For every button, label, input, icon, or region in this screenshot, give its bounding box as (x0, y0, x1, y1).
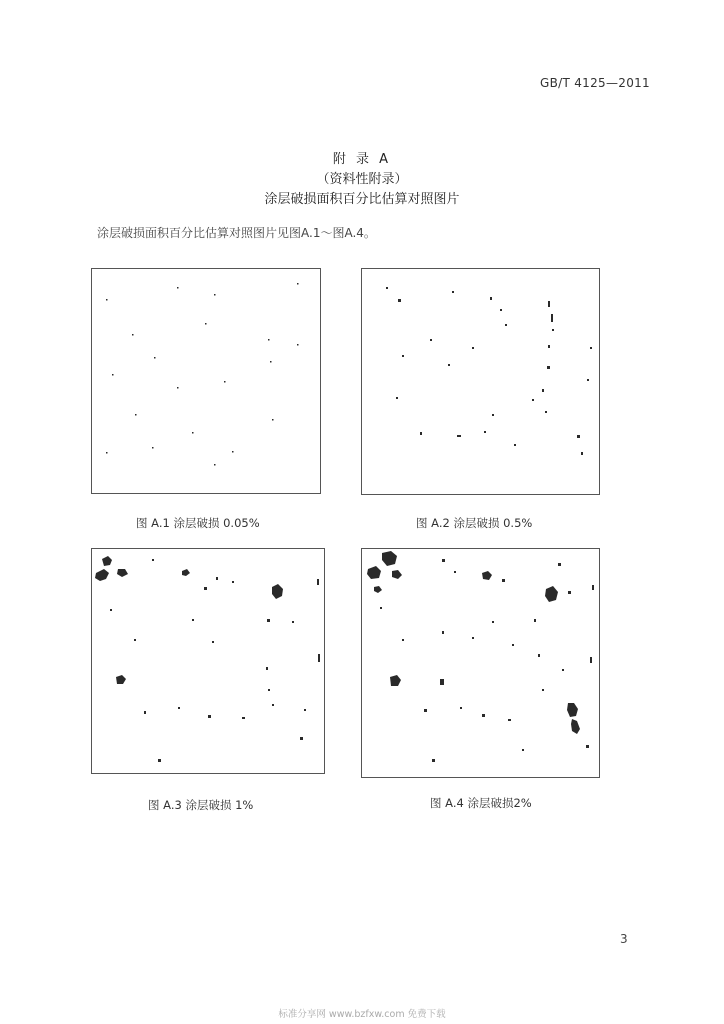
figure-a1-damage-sample (91, 268, 321, 494)
figure-a2-caption: 图 A.2 涂层破损 0.5% (416, 516, 533, 530)
figure-a4-damage-sample (361, 548, 600, 778)
figure-a1-caption: 图 A.1 涂层破损 0.05% (136, 516, 260, 530)
figure-a3-defect-pattern (92, 549, 324, 773)
standard-code: GB/T 4125—2011 (540, 76, 650, 90)
figure-a2-damage-sample (361, 268, 600, 495)
watermark: 标准分享网 www.bzfxw.com 免费下载 (278, 1009, 446, 1020)
figure-a2-defect-pattern (362, 269, 599, 494)
appendix-subject: 涂层破损面积百分比估算对照图片 (264, 192, 460, 207)
appendix-title: 附 录 A (332, 152, 392, 167)
figure-a4-caption: 图 A.4 涂层破损2% (430, 796, 532, 810)
figure-a4-defect-pattern (362, 549, 599, 777)
figure-a1-defect-pattern (92, 269, 320, 493)
figure-a3-damage-sample (91, 548, 325, 774)
intro-text: 涂层破损面积百分比估算对照图片见图A.1～图A.4。 (97, 226, 376, 240)
page-number: 3 (620, 932, 628, 946)
appendix-type: （资料性附录） (316, 172, 408, 187)
figure-a3-caption: 图 A.3 涂层破损 1% (148, 798, 254, 812)
